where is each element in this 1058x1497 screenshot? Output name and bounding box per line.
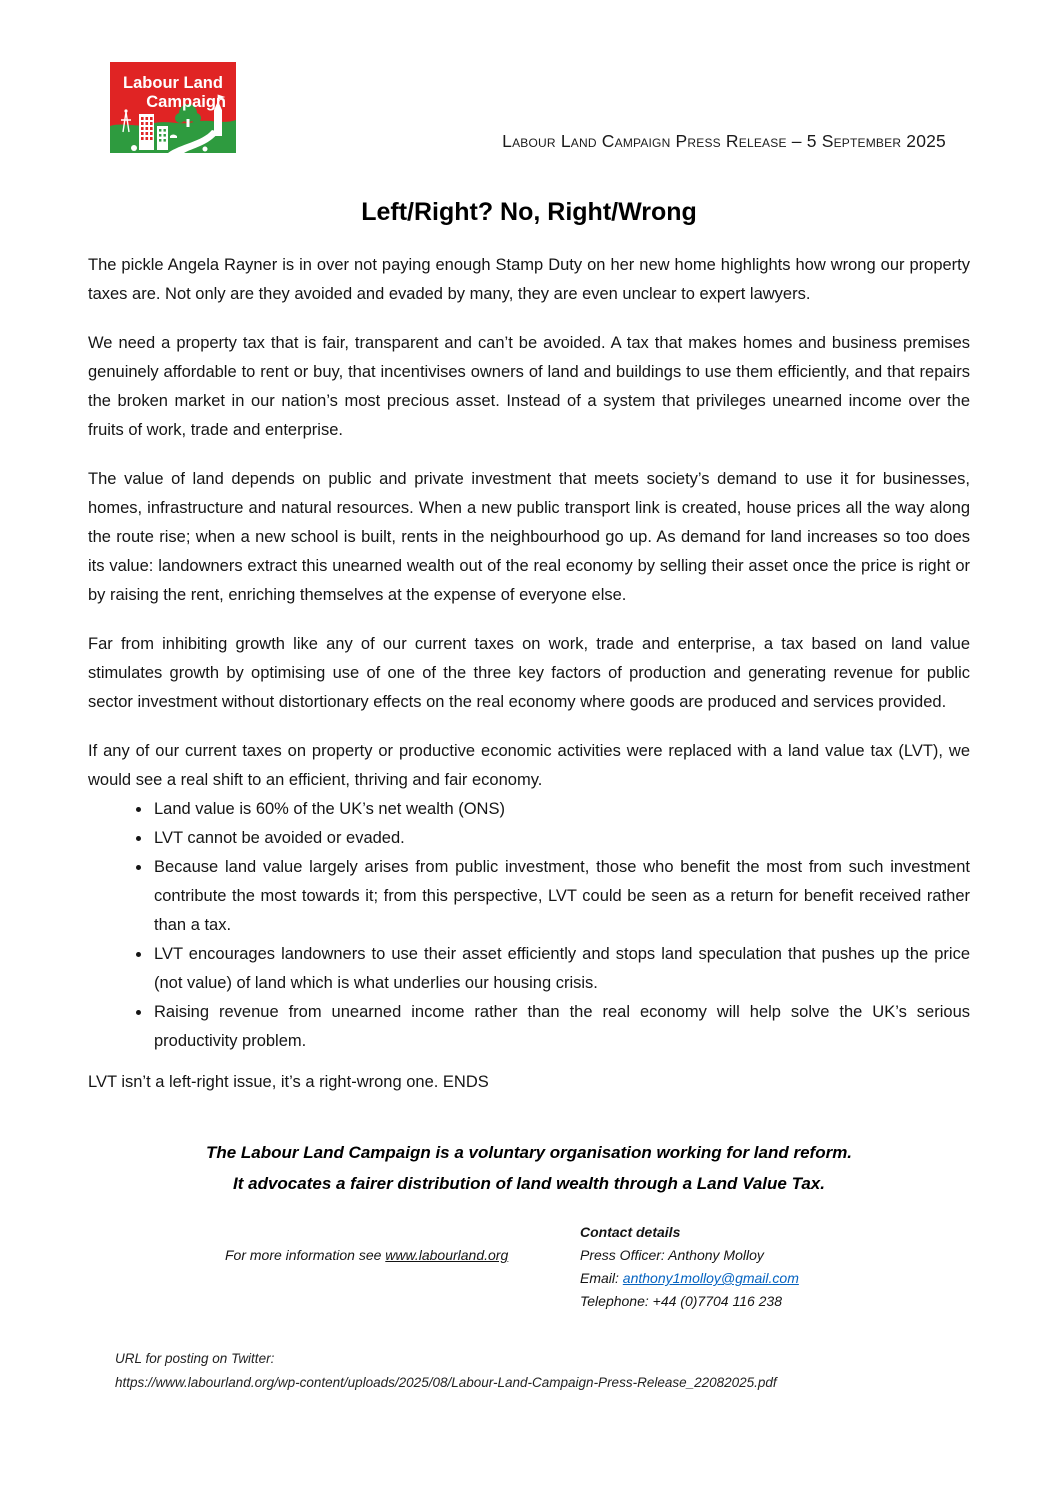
labour-land-campaign-logo <box>110 62 236 153</box>
paragraph-2: We need a property tax that is fair, transparent and can’t be avoided. A tax that makes homes and business premises genuinely affordable to rent or buy, that incentivises owners of land and buildings to use them efficiently, and that repairs the broken market in our nation’s most precious asset. Instead of a system that privileges unearned income over the fruits of work, trade and enterprise. <box>88 334 970 439</box>
about-organisation <box>88 1137 970 1199</box>
twitter-url-block <box>115 1347 970 1395</box>
press-officer-line: Press Officer: Anthony Molloy <box>580 1247 764 1263</box>
more-info-line <box>225 1244 508 1267</box>
labourland-website-link[interactable]: www.labourland.org <box>385 1247 509 1263</box>
list-item: • LVT cannot be avoided or evaded. <box>152 824 970 853</box>
about-line-1: The Labour Land Campaign is a voluntary organisation working for land reform. <box>205 1143 853 1162</box>
more-info-text: For more information see <box>225 1247 386 1263</box>
closing-line: LVT isn’t a left-right issue, it’s a right-wrong one. ENDS <box>88 1073 489 1091</box>
list-item: • Land value is 60% of the UK’s net wealth (ONS) <box>152 795 970 824</box>
list-item: • Because land value largely arises from public investment, those who benefit the most from such investment contribute the most towards it; from this perspective, LVT could be seen as a return for benefit received rather than a tax. <box>152 853 970 940</box>
paragraph-3: The value of land depends on public and private investment that meets society’s demand to use it for businesses, homes, infrastructure and natural resources. When a new public transport link is created, house prices all the way along the route rise; when a new school is built, rents in the neighbourhood go up. As demand for land increases so too does its value: landowners extract this unearned wealth out of the real economy by selling their asset once the price is right or by raising the rent, enriching themselves at the expense of everyone else. <box>88 470 970 604</box>
email-line <box>580 1267 799 1290</box>
page-title: Left/Right? No, Right/Wrong <box>361 198 697 226</box>
document-body <box>88 198 970 1395</box>
twitter-url-value: https://www.labourland.org/wp-content/uploads/2025/08/Labour-Land-Campaign-Press-Release_22082025.pdf <box>115 1375 777 1390</box>
lvt-benefits-list <box>88 795 970 1056</box>
contact-details-block <box>580 1221 799 1313</box>
email-link[interactable]: anthony1molloy@gmail.com <box>622 1270 799 1286</box>
twitter-url-label: URL for posting on Twitter: <box>115 1351 275 1366</box>
svg-text:Labour Land: Labour Land <box>123 74 223 92</box>
telephone-line: Telephone: +44 (0)7704 116 238 <box>580 1293 783 1309</box>
paragraph-1: The pickle Angela Rayner is in over not paying enough Stamp Duty on her new home highlights how wrong our property taxes are. Not only are they avoided and evaded by many, they are even unclear to expert lawyers. <box>88 256 970 303</box>
paragraph-5: If any of our current taxes on property or productive economic activities were replaced with a land value tax (LVT), we would see a real shift to an efficient, thriving and fair economy. <box>88 742 970 789</box>
list-item: • Raising revenue from unearned income rather than the real economy will help solve the UK’s serious productivity problem. <box>152 998 970 1056</box>
email-label: Email: <box>580 1270 623 1286</box>
svg-text:Campaign: Campaign <box>146 93 226 111</box>
contact-details-heading: Contact details <box>580 1224 681 1240</box>
logo-graphic <box>110 62 236 153</box>
list-item: • LVT encourages landowners to use their asset efficiently and stops land speculation that pushes up the price (not value) of land which is what underlies our housing crisis. <box>152 940 970 998</box>
contact-zone <box>88 1221 970 1317</box>
paragraph-4: Far from inhibiting growth like any of our current taxes on work, trade and enterprise, a tax based on land value stimulates growth by optimising use of one of the three key factors of production and generating revenue for public sector investment without distortionary effects on the real economy where goods are produced and services provided. <box>88 635 970 711</box>
press-release-header: Labour Land Campaign Press Release – 5 September 2025 <box>502 131 946 151</box>
about-line-2: It advocates a fairer distribution of land wealth through a Land Value Tax. <box>233 1174 825 1193</box>
